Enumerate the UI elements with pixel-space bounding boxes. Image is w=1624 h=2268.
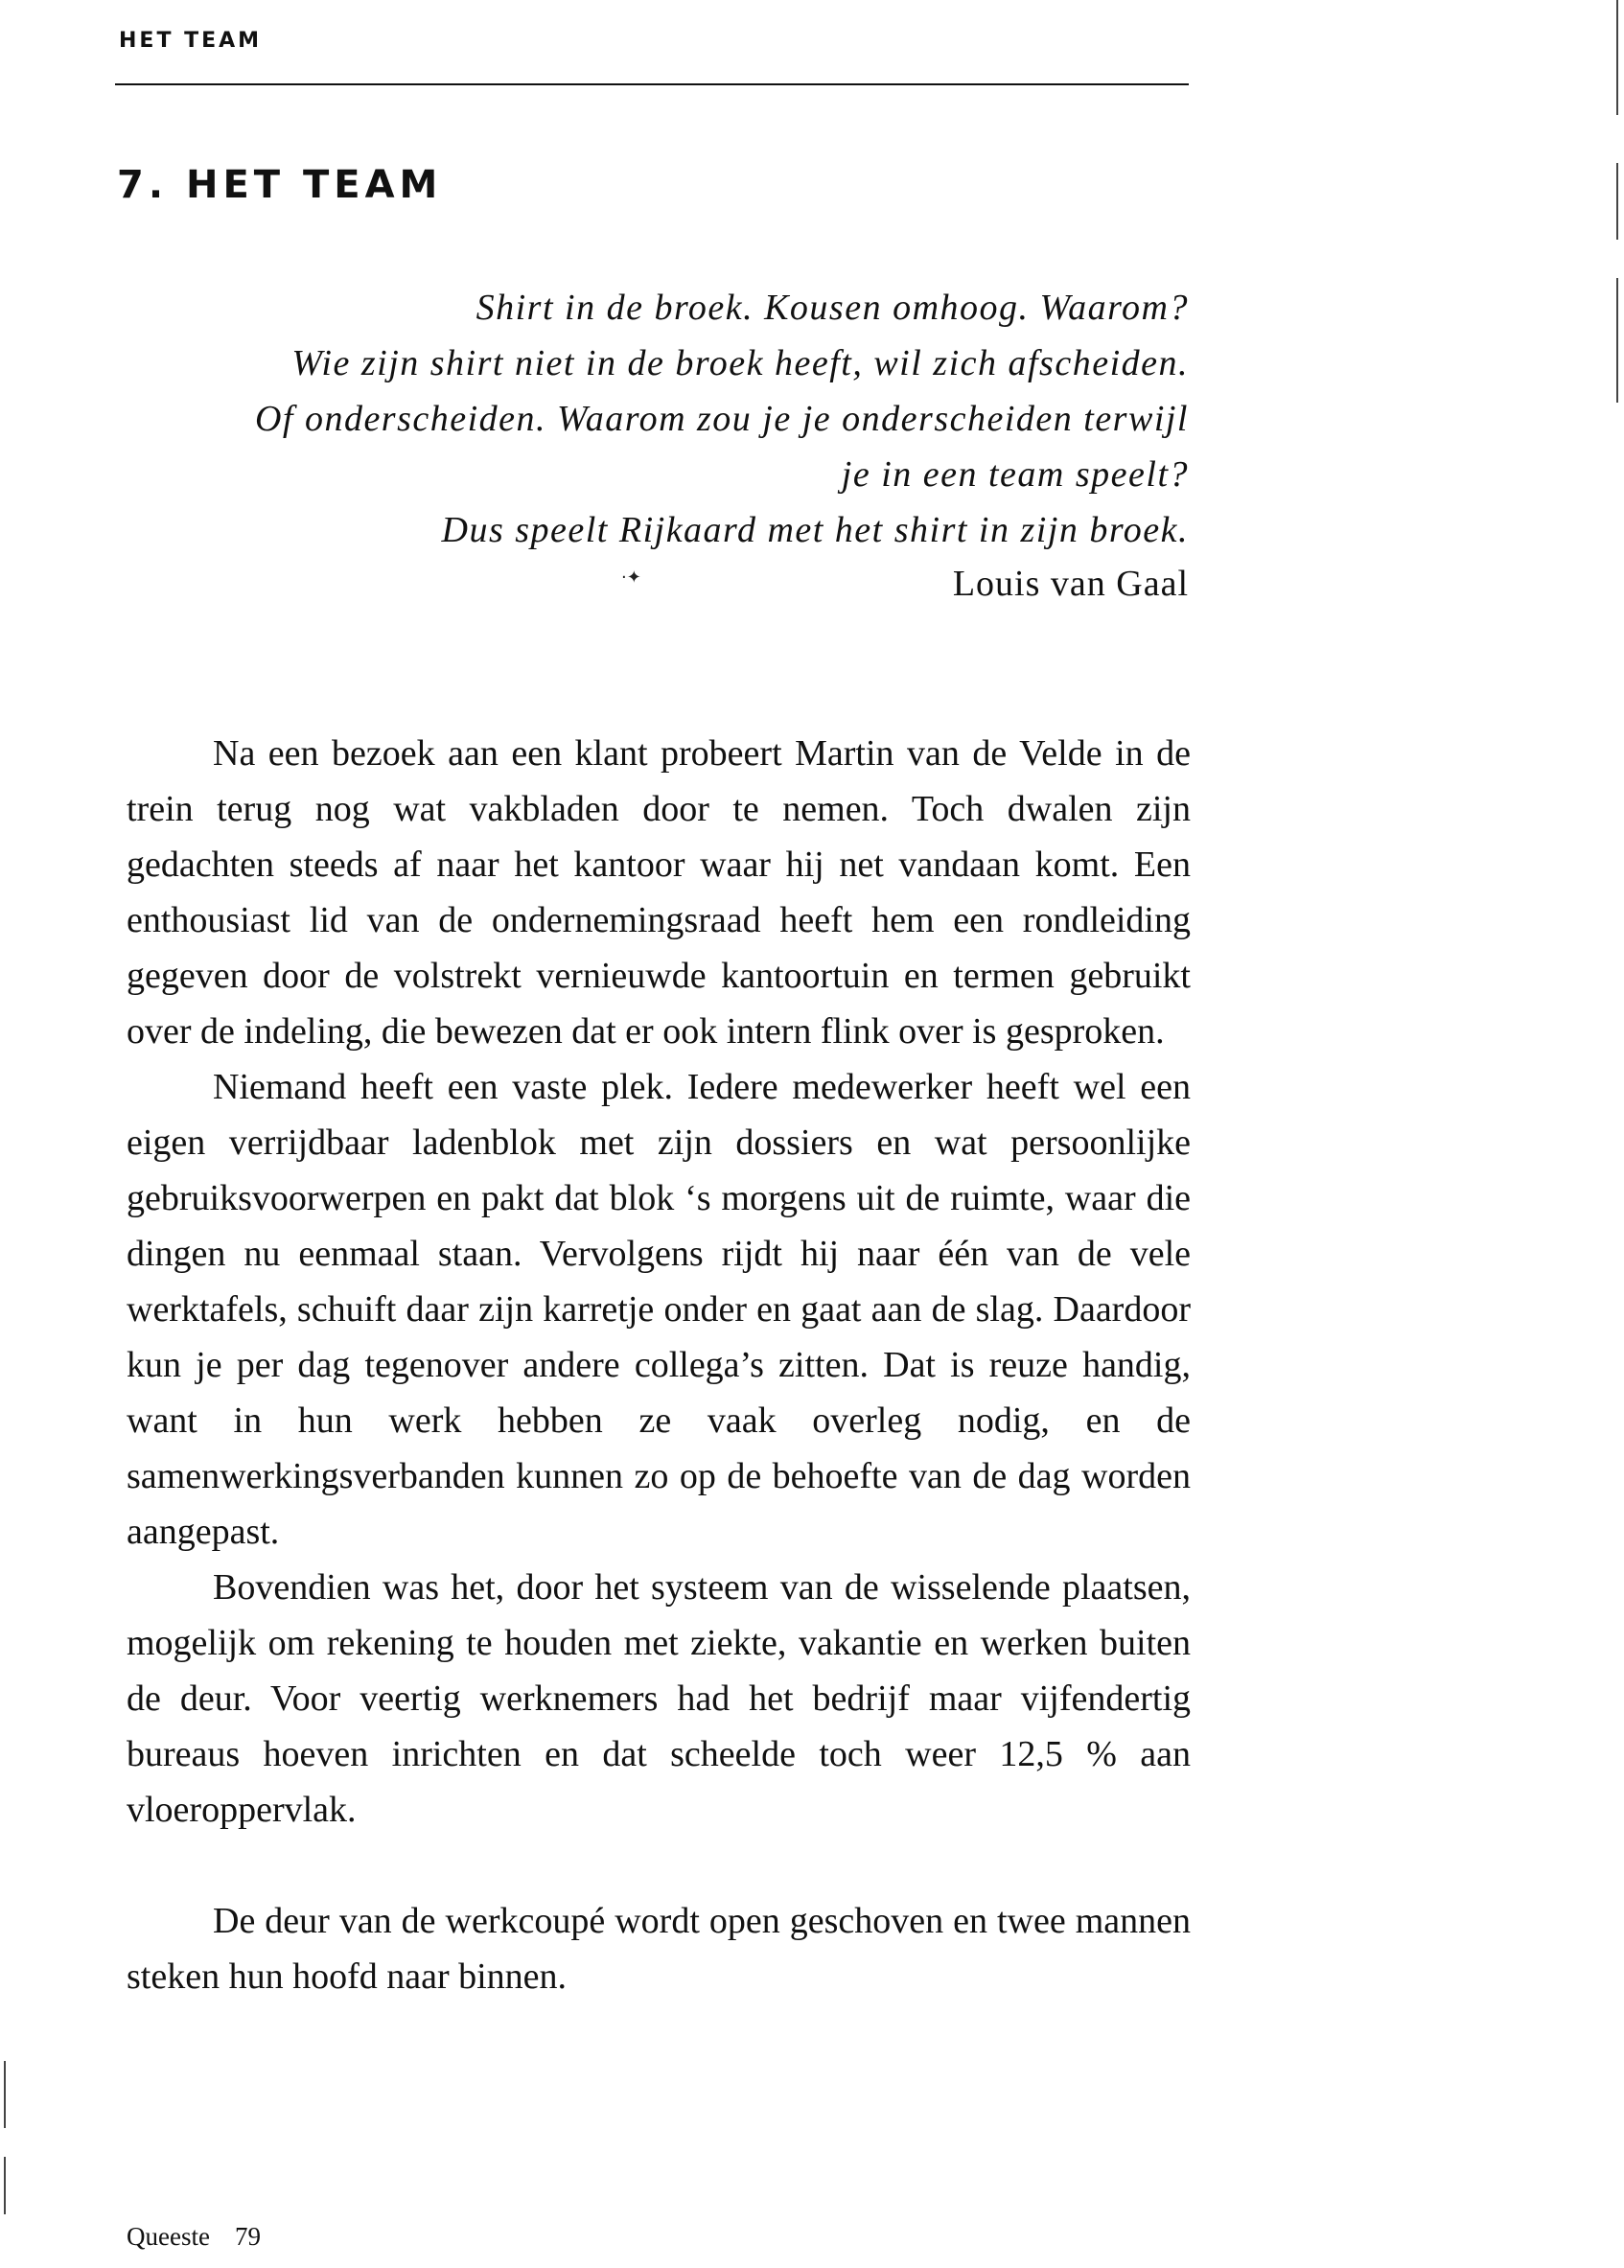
scan-margin-mark (4, 2157, 6, 2214)
epigraph-line: Wie zijn shirt niet in de broek heeft, wil zich afscheiden. (291, 343, 1189, 383)
chapter-heading (117, 163, 442, 207)
epigraph-line: Dus speelt Rijkaard met het shirt in zijn broek. (441, 510, 1189, 550)
chapter-title: HET TEAM (185, 163, 443, 207)
scan-margin-mark (4, 2061, 6, 2128)
chapter-number: 7. (117, 163, 169, 207)
scan-margin-mark (1616, 0, 1618, 115)
epigraph-attribution: Louis van Gaal (952, 564, 1189, 604)
epigraph-line: Shirt in de broek. Kousen omhoog. Waarom? (476, 288, 1189, 328)
page-number: 79 (234, 2222, 261, 2251)
scan-margin-mark (1616, 163, 1618, 240)
paragraph: Bovendien was het, door het systeem van de wisselende plaatsen, mogelijk om rekening te houden met ziekte, vakantie en werken buiten de deur. Voor veertig werknemers had het bedrijf maar vijfendertig bureaus hoeven inrichten en dat scheelde toch weer 12,5 % aan vloeroppervlak. (127, 1567, 1191, 1830)
paragraph: De deur van de werkcoupé wordt open geschoven en twee mannen steken hun hoofd naar binnen. (127, 1901, 1191, 1997)
epigraph (144, 280, 1189, 558)
paragraph: Niemand heeft een vaste plek. Iedere medewerker heeft wel een eigen verrijdbaar ladenblok met zijn dossiers en wat persoonlijke gebruiksvoorwerpen en pakt dat blok ‘s morgens uit de ruimte, waar die dingen nu eenmaal staan. Vervolgens rijdt hij naar één van de vele werktafels, schuift daar zijn karretje onder en gaat aan de slag. Daardoor kun je per dag tegenover andere collega’s zitten. Dat is reuze handig, want in hun werk hebben ze vaak overleg nodig, en de samenwerkingsverbanden kunnen zo op de behoefte van de dag worden aangepast. (127, 1067, 1191, 1552)
scan-margin-mark (1616, 278, 1618, 403)
book-title: Queeste (127, 2222, 210, 2251)
ink-smudge-icon: ·✦ (621, 567, 641, 588)
body-text (127, 726, 1191, 2004)
running-head: HET TEAM (119, 29, 263, 53)
epigraph-line: je in een team speelt? (841, 454, 1189, 495)
page-footer (127, 2222, 261, 2252)
epigraph-line: Of onderscheiden. Waarom zou je je onderscheiden terwijl (254, 399, 1189, 439)
paragraph: Na een bezoek aan een klant probeert Martin van de Velde in de trein terug nog wat vakbladen door te nemen. Toch dwalen zijn gedachten steeds af naar het kantoor waar hij net vandaan komt. Een enthousiast lid van de ondernemingsraad heeft hem een rondleiding gegeven door de volstrekt vernieuwde kantoortuin en termen gebruikt over de indeling, die bewezen dat er ook intern flink over is gesproken. (127, 733, 1191, 1052)
header-rule (115, 83, 1189, 85)
